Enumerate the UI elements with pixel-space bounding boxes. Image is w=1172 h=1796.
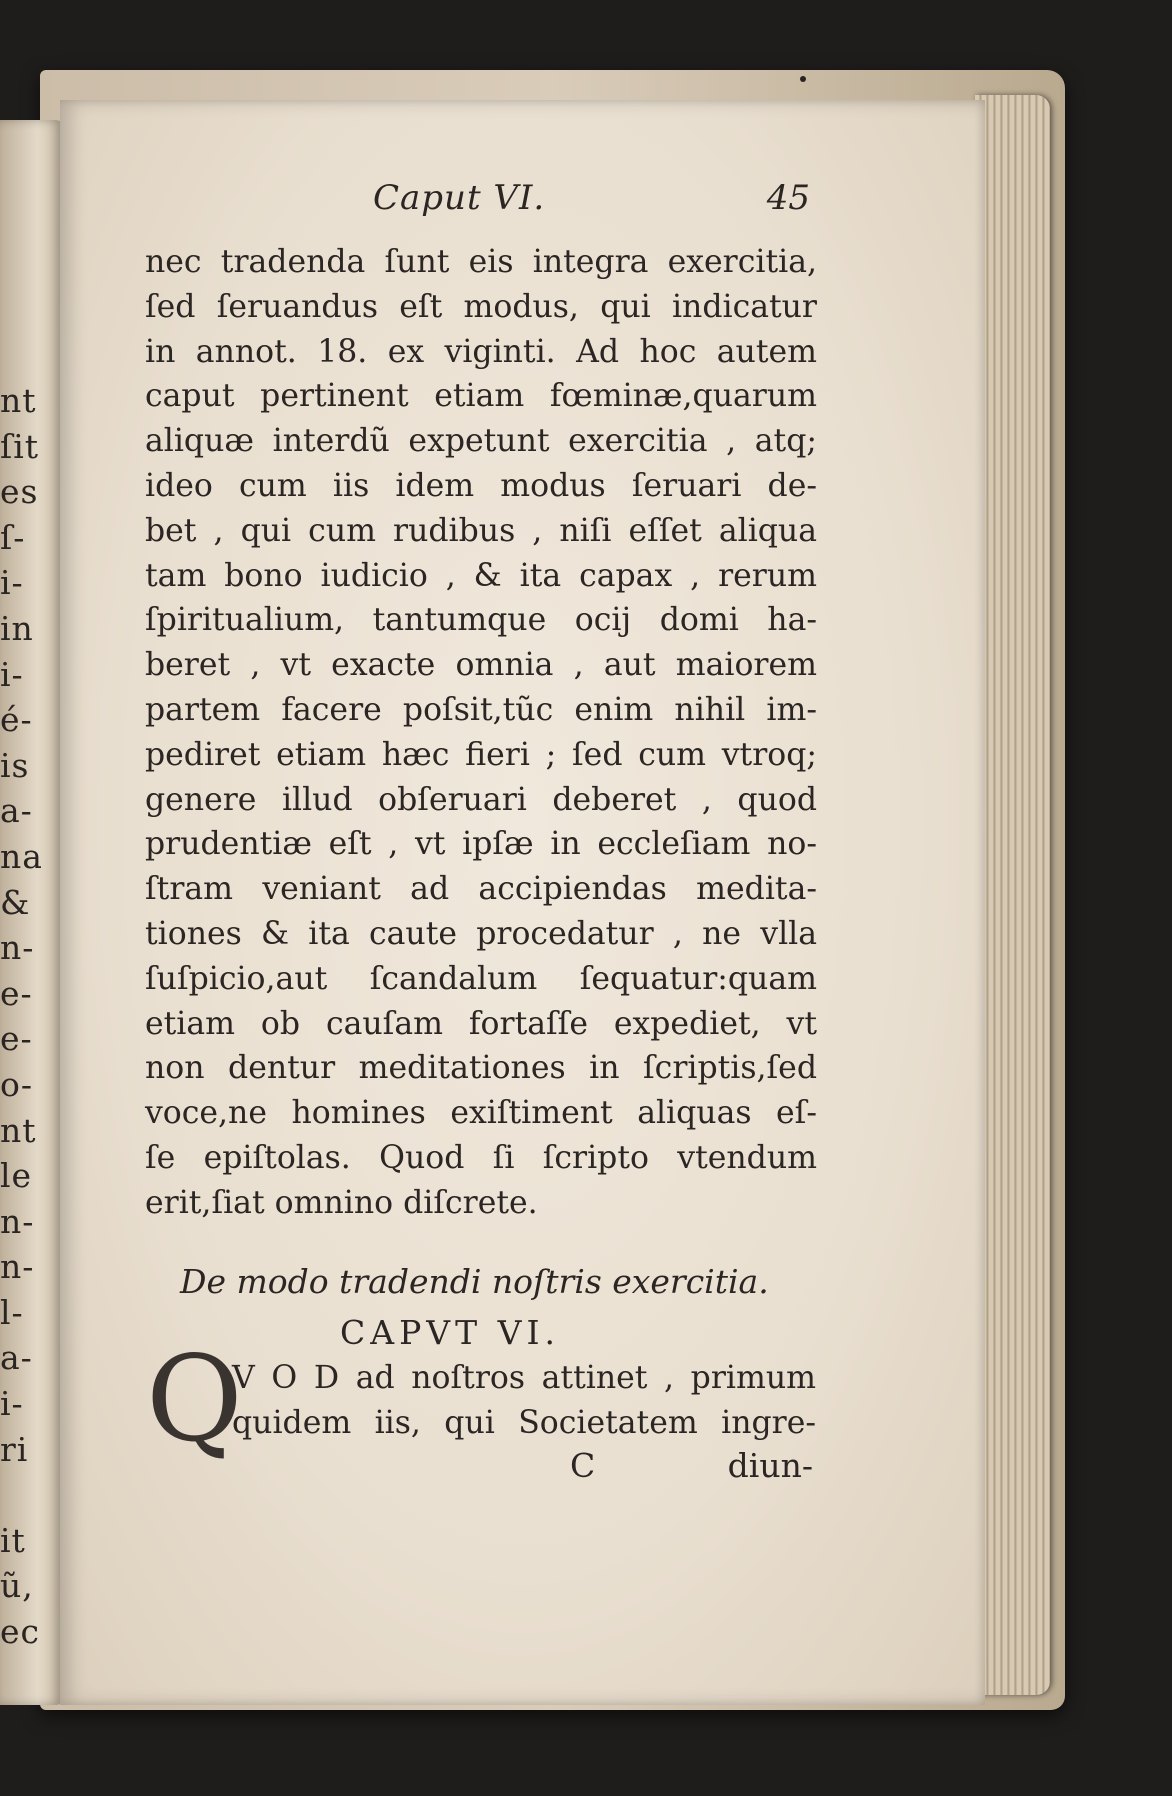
left-fragment: i- [0,1384,24,1424]
section-subheading: De modo tradendi noſtris exercitia. [180,1262,769,1301]
left-fragment: ſ- [0,517,26,557]
left-fragment: nt [0,381,37,420]
text-line: voce,ne homines exiſtiment aliquas eſ- [145,1095,817,1132]
left-fragment: in [0,608,34,648]
left-fragment: n- [0,1201,35,1241]
text-line: pediret etiam hæc fieri ; ſed cum vtroq; [145,736,817,773]
left-fragment: na [0,836,43,876]
text-line: quidem iis, qui Societatem ingre- [232,1405,816,1441]
text-line: ſed ſeruandus eſt modus, qui indicatur [145,288,817,325]
text-line: beret , vt exacte omnia , aut maiorem [145,647,817,684]
left-fragment: o- [0,1064,34,1104]
page-edges [975,95,1050,1695]
text-line: nec tradenda ſunt eis integra exercitia, [145,244,817,280]
text-line: ſuſpicio,aut ſcandalum ſequatur:quam [145,960,817,997]
left-fragment: i- [0,563,24,603]
left-fragment: es [0,472,39,512]
text-line: ſtram veniant ad accipiendas medita- [145,871,817,908]
text-line: caput pertinent etiam fœminæ,quarum [145,378,817,415]
left-fragment: ri [0,1429,29,1469]
left-fragment: i- [0,654,24,694]
left-fragment: it [0,1520,26,1560]
text-line: partem facere poſsit,tũc enim nihil im- [145,691,817,728]
left-fragment: ec [0,1612,41,1652]
left-fragment: a- [0,791,33,831]
text-line: prudentiæ eſt , vt ipſæ in eccleſiam no- [145,826,817,863]
body-text [145,240,817,1226]
text-line: bet , qui cum rudibus , niſi eſſet aliqua [145,512,817,549]
text-line: tam bono iudicio , & ita capax , rerum [145,557,817,594]
chapter-title: CAPVT VI. [340,1313,560,1352]
text-line: in annot. 18. ex viginti. Ad hoc autem [145,333,817,370]
left-fragment: n- [0,928,35,968]
left-fragment: e- [0,1019,33,1059]
running-head: Caput VI. [373,178,546,218]
text-line: non dentur meditationes in ſcriptis,ſed [145,1050,817,1087]
left-fragment: & [0,882,31,922]
text-line: V O D ad noſtros attinet , primum [232,1360,816,1396]
left-page-fragments [0,378,56,1655]
left-fragment [0,1472,56,1518]
left-fragment: e- [0,973,33,1013]
paper-speck [800,76,806,82]
signature-mark: C [570,1446,596,1485]
left-fragment: l- [0,1292,24,1332]
left-page [0,120,62,1705]
text-line: etiam ob cauſam fortaſſe expediet, vt [145,1005,817,1042]
text-line: ideo cum iis idem modus ſeruari de- [145,467,817,504]
left-fragment: a- [0,1338,33,1378]
page-footer [145,1446,813,1490]
text-line: genere illud obſeruari deberet , quod [145,781,817,818]
text-line: aliquæ interdũ expetunt exercitia , atq; [145,423,817,460]
chapter-text [232,1356,816,1446]
left-fragment: é- [0,700,33,740]
left-fragment: is [0,745,30,785]
catchword: diun- [727,1446,813,1485]
page-header [145,178,810,222]
left-fragment: ſit [0,426,40,466]
left-fragment: ũ, [0,1566,34,1606]
left-fragment: nt [0,1110,37,1150]
left-fragment: n- [0,1247,35,1287]
text-line: ſpiritualium, tantumque ocij domi ha- [145,602,817,639]
left-fragment: le [0,1156,33,1196]
text-line: tiones & ita caute procedatur , ne vlla [145,915,817,952]
text-line: erit,ſiat omnino diſcrete. [145,1184,538,1221]
text-line: ſe epiſtolas. Quod ſi ſcripto vtendum [145,1139,817,1176]
page-number: 45 [766,178,810,218]
drop-cap: Q [146,1330,243,1468]
